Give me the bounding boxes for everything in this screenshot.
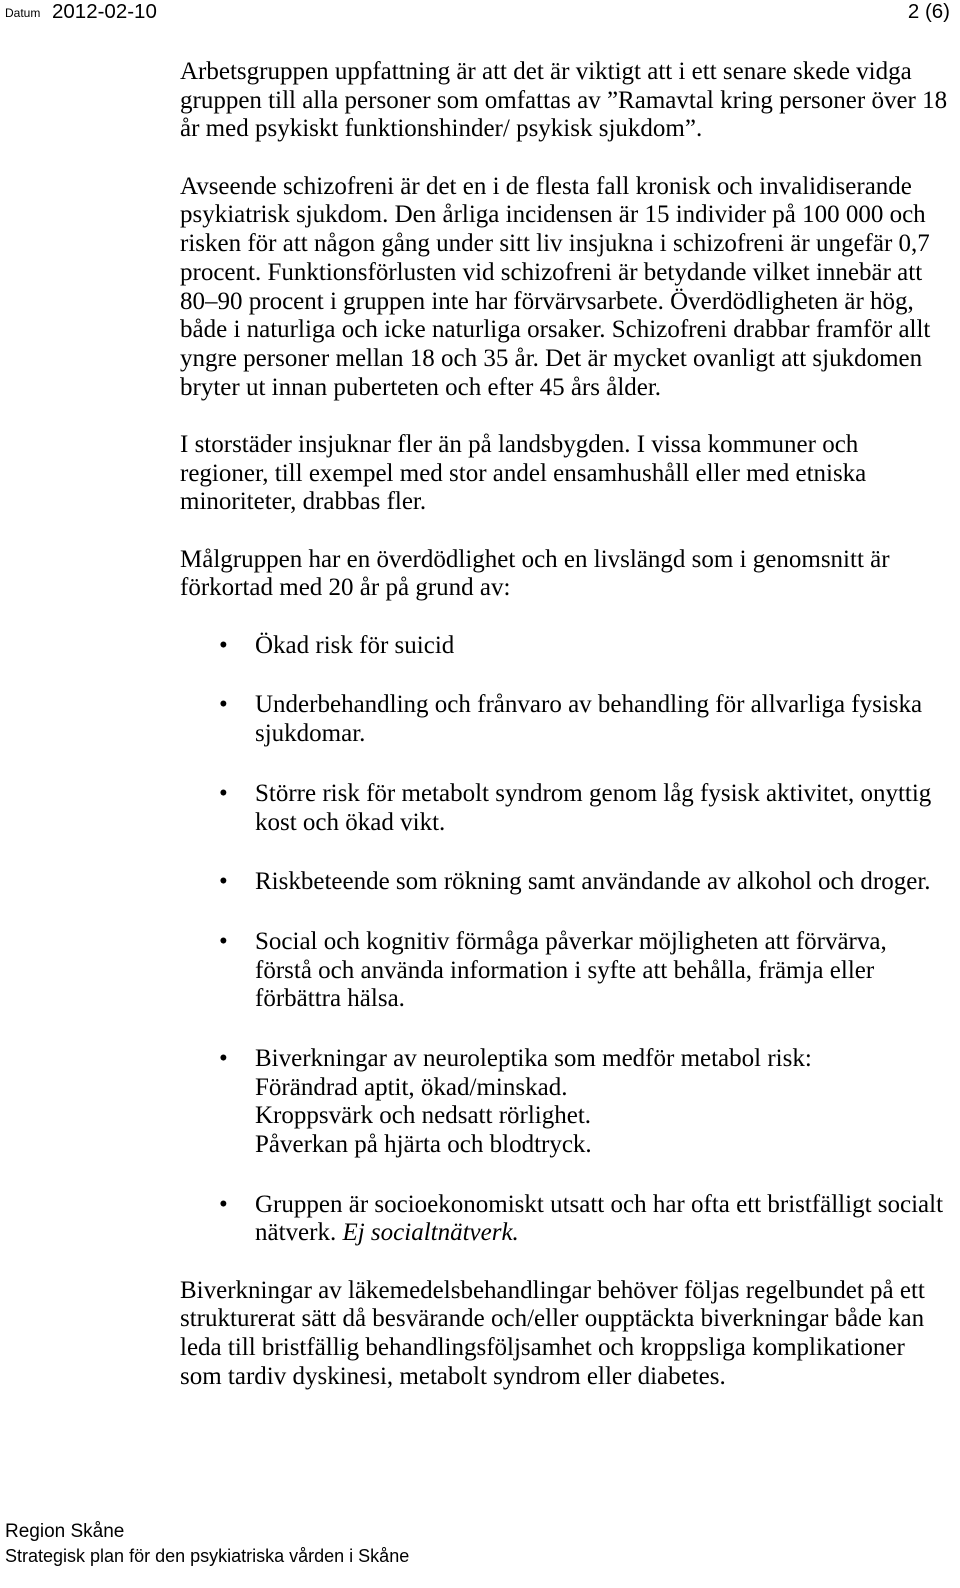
text-line: Större risk för metabolt syndrom genom låg fysisk aktivitet, onyttig xyxy=(255,779,932,807)
text-line: som tardiv dyskinesi, metabolt syndrom eller diabetes. xyxy=(180,1362,726,1390)
list-item xyxy=(219,779,950,837)
text-line: 80–90 procent i gruppen inte har förvärvsarbete. Överdödligheten är hög, xyxy=(180,287,914,315)
text-line: Arbetsgruppen uppfattning är att det är viktigt att i ett senare skede vidga xyxy=(180,58,912,85)
text-line: regioner, till exempel med stor andel ensamhushåll eller med etniska xyxy=(180,459,867,487)
text-line: leda till bristfällig behandlingsföljsamhet och kroppsliga komplikationer xyxy=(180,1334,905,1362)
text-line: Gruppen är socioekonomiskt utsatt och har ofta ett bristfälligt socialt xyxy=(255,1190,944,1218)
bullet-marker: • xyxy=(219,927,228,955)
text-line: förkortad med 20 år på grund av: xyxy=(180,574,511,602)
list-item xyxy=(219,631,950,661)
list-item xyxy=(219,1190,950,1248)
paragraph-side-effects-monitoring xyxy=(180,1277,950,1392)
list-item xyxy=(219,691,950,748)
text-line: Förändrad aptit, ökad/minskad. xyxy=(255,1073,568,1101)
text-line: I storstäder insjuknar fler än på landsbygden. I vissa kommuner och xyxy=(180,430,859,458)
text-line: förbättra hälsa. xyxy=(255,985,405,1013)
document-body xyxy=(180,58,950,1420)
text-line: Kroppsvärk och nedsatt rörlighet. xyxy=(255,1102,592,1130)
text-line: psykiatrisk sjukdom. Den årliga incidensen är 15 individer på 100 000 och xyxy=(180,201,926,229)
text-line: förstå och använda information i syfte att behålla, främja eller xyxy=(255,956,875,984)
text-line: Biverkningar av neuroleptika som medför metabol risk: xyxy=(255,1044,812,1072)
text-line: sjukdomar. xyxy=(255,720,366,748)
document-date: 2012-02-10 xyxy=(52,0,157,23)
text-line: minoriteter, drabbas fler. xyxy=(180,488,427,516)
text-line: Ökad risk för suicid xyxy=(255,631,455,659)
text-line: kost och ökad vikt. xyxy=(255,808,446,836)
italic-note: Ej socialtnätverk. xyxy=(342,1219,519,1247)
date-label: Datum xyxy=(5,6,41,20)
bullet-marker: • xyxy=(219,779,228,807)
text-segment: nätverk. xyxy=(255,1219,337,1247)
text-line: strukturerat sätt då besvärande och/eller oupptäckta biverkningar både kan xyxy=(180,1305,925,1333)
bullet-marker: • xyxy=(219,868,228,896)
paragraph-urban-incidence xyxy=(180,431,950,517)
list-item xyxy=(219,927,950,1014)
list-item xyxy=(219,868,950,897)
paragraph-target-group-intro xyxy=(180,546,950,603)
bullet-marker: • xyxy=(219,1044,228,1072)
bullet-marker: • xyxy=(219,691,228,719)
list-item xyxy=(219,1044,950,1160)
bullet-marker: • xyxy=(219,631,228,659)
paragraph-schizophrenia xyxy=(180,173,950,403)
footer-organization: Region Skåne xyxy=(5,1521,125,1542)
risk-factor-list xyxy=(180,632,950,1248)
text-line: år med psykiskt funktionshinder/ psykisk sjukdom”. xyxy=(180,115,703,143)
footer-document-title: Strategisk plan för den psykiatriska vården i Skåne xyxy=(5,1546,410,1566)
page-number: 2 (6) xyxy=(907,0,950,23)
text-line: både i naturliga och icke naturliga orsaker. Schizofreni drabbar framför allt xyxy=(180,316,931,344)
text-line: Riskbeteende som rökning samt användande av alkohol och droger. xyxy=(255,868,931,896)
text-line xyxy=(255,1219,950,1248)
text-line: Målgruppen har en överdödlighet och en livslängd som i genomsnitt är xyxy=(180,545,890,573)
text-line: Underbehandling och frånvaro av behandling för allvarliga fysiska xyxy=(255,691,923,719)
paragraph-working-group xyxy=(180,58,950,144)
text-line: bryter ut innan puberteten och efter 45 års ålder. xyxy=(180,373,662,401)
text-line: Biverkningar av läkemedelsbehandlingar behöver följas regelbundet på ett xyxy=(180,1276,925,1304)
bullet-marker: • xyxy=(219,1190,228,1218)
text-line: Avseende schizofreni är det en i de flesta fall kronisk och invalidiserande xyxy=(180,172,912,200)
text-line: Social och kognitiv förmåga påverkar möjligheten att förvärva, xyxy=(255,927,887,955)
text-line: procent. Funktionsförlusten vid schizofreni är betydande vilket innebär att xyxy=(180,258,923,286)
text-line: yngre personer mellan 18 och 35 år. Det är mycket ovanligt att sjukdomen xyxy=(180,344,923,372)
text-line: risken för att någon gång under sitt liv insjukna i schizofreni är ungefär 0,7 xyxy=(180,230,930,258)
text-line: Påverkan på hjärta och blodtryck. xyxy=(255,1131,592,1158)
text-line: gruppen till alla personer som omfattas av ”Ramavtal kring personer över 18 xyxy=(180,86,948,114)
